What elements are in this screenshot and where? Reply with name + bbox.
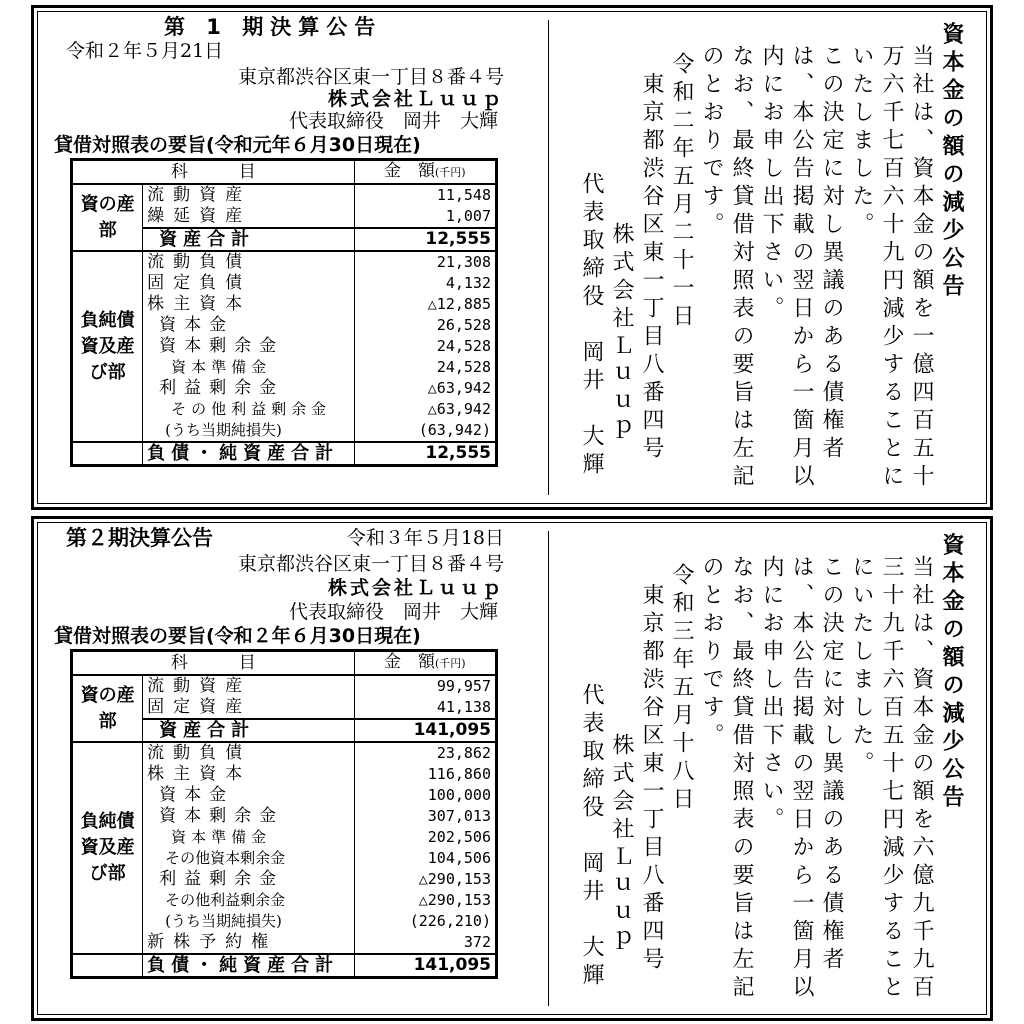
bs-row bbox=[72, 742, 497, 764]
notice-2-balance-sheet bbox=[70, 649, 498, 979]
bs-row-label: (うち当期純損失) bbox=[143, 420, 354, 442]
notice-2-v-body-3: なお、最終貸借対照表の要旨は左記のとおりです。 bbox=[699, 555, 754, 1003]
bs-row-label: 流動負債 bbox=[143, 742, 354, 764]
notice-1-v-body-2: この決定に対し異議のある債権者は、本公告掲載の翌日から一箇月以内にお申し出下さい。 bbox=[759, 44, 844, 492]
notice-2-vertical-text bbox=[576, 533, 966, 1003]
notice-1-vertical-text bbox=[576, 22, 966, 492]
notice-2-v-body-1: 当社は、資本金の額を六億九千九百三十九千六百五十七円減少することにいたしました。 bbox=[849, 555, 934, 1003]
notice-1-representative: 代表取締役 岡井 大輝 bbox=[288, 110, 498, 132]
bs-row-label: 固定負債 bbox=[143, 273, 354, 294]
bs-row-label: 新株予約権 bbox=[143, 932, 354, 954]
notice-2-capital-reduction bbox=[564, 519, 980, 1018]
bs-header-item: 科 目 bbox=[72, 160, 355, 185]
bs-row-label: 資本金 bbox=[143, 785, 354, 806]
bs-row-value: (63,942) bbox=[354, 420, 496, 442]
bs-liab-total-label: 負債・純資産合計 bbox=[143, 954, 354, 978]
notice-2-v-address: 東京都渋谷区東一丁目八番四号 bbox=[639, 583, 664, 975]
bs-header-amount-label: 金 額 bbox=[384, 161, 436, 181]
bs-total-row bbox=[72, 442, 497, 466]
bs-row-label: 資本準備金 bbox=[143, 827, 354, 848]
bs-asset-total-label: 資産合計 bbox=[143, 719, 354, 742]
bs-row-value: △12,885 bbox=[354, 294, 496, 315]
bs-row-value: 100,000 bbox=[354, 785, 496, 806]
bs-header-row bbox=[72, 160, 497, 185]
bs-row-value: 26,528 bbox=[354, 315, 496, 336]
bs-row-label: 資本剰余金 bbox=[143, 336, 354, 357]
bs-row-value: 99,957 bbox=[354, 675, 496, 697]
bs-row-value: 1,007 bbox=[354, 206, 496, 228]
notice-1-v-rep: 代表取締役 岡井 大輝 bbox=[579, 172, 604, 480]
bs-row-label: 流動負債 bbox=[143, 251, 354, 273]
notice-2-company: 株式会社Ｌｕｕｐ bbox=[327, 577, 504, 599]
notice-2-date: 令和３年５月18日 bbox=[346, 527, 504, 549]
bs-row-label: その他利益剰余金 bbox=[143, 890, 354, 911]
bs-row-label: その他利益剰余金 bbox=[143, 399, 354, 420]
notice-2 bbox=[31, 516, 993, 1021]
bs-group-assets: 資の産部 bbox=[72, 675, 143, 742]
bs-row bbox=[72, 184, 497, 206]
bs-header-amount bbox=[354, 160, 496, 185]
notice-2-bs-title: 貸借対照表の要旨(令和２年６月30日現在) bbox=[54, 625, 421, 647]
notice-1-date: 令和２年５月21日 bbox=[66, 40, 224, 62]
notice-1-v-address: 東京都渋谷区東一丁目八番四号 bbox=[639, 72, 664, 464]
notice-1 bbox=[31, 5, 993, 510]
bs-row-label: 固定資産 bbox=[143, 697, 354, 719]
bs-row-value: 21,308 bbox=[354, 251, 496, 273]
bs-header-unit: (千円) bbox=[435, 657, 466, 670]
bs-row-value: △290,153 bbox=[354, 869, 496, 890]
notice-1-divider bbox=[548, 20, 549, 495]
bs-row-value: 104,506 bbox=[354, 848, 496, 869]
bs-row-value: 372 bbox=[354, 932, 496, 954]
bs-row-label: 流動資産 bbox=[143, 675, 354, 697]
bs-row-value: 23,862 bbox=[354, 742, 496, 764]
notice-1-v-body-3: なお、最終貸借対照表の要旨は左記のとおりです。 bbox=[699, 44, 754, 492]
notice-2-address: 東京都渋谷区東一丁目８番４号 bbox=[237, 553, 504, 575]
notice-1-title: 第 1 期決算公告 bbox=[164, 15, 383, 39]
bs-row-label: 利益剰余金 bbox=[143, 869, 354, 890]
notice-2-v-title: 資本金の額の減少公告 bbox=[939, 533, 964, 813]
notice-1-v-company: 株式会社Ｌｕｕｐ bbox=[609, 222, 634, 446]
bs-row-value: 24,528 bbox=[354, 336, 496, 357]
bs-row-label: 株主資本 bbox=[143, 764, 354, 785]
bs-row bbox=[72, 675, 497, 697]
bs-row-value: 116,860 bbox=[354, 764, 496, 785]
bs-row-value: 11,548 bbox=[354, 184, 496, 206]
bs-asset-total-value: 141,095 bbox=[354, 719, 496, 742]
bs-row-value: 202,506 bbox=[354, 827, 496, 848]
notice-2-financial-statement bbox=[54, 519, 534, 1018]
bs-header-item: 科 目 bbox=[72, 651, 355, 676]
notice-1-v-title: 資本金の額の減少公告 bbox=[939, 22, 964, 302]
notice-2-title: 第２期決算公告 bbox=[66, 526, 213, 550]
bs-header-row bbox=[72, 651, 497, 676]
notice-1-v-body-1: 当社は、資本金の額を一億四百五十万六千七百六十九円減少することにいたしました。 bbox=[849, 44, 934, 492]
notice-2-v-rep: 代表取締役 岡井 大輝 bbox=[579, 683, 604, 991]
notice-1-bs-title: 貸借対照表の要旨(令和元年６月30日現在) bbox=[54, 134, 421, 156]
bs-header-amount bbox=[354, 651, 496, 676]
bs-row-label: 株主資本 bbox=[143, 294, 354, 315]
notice-2-representative: 代表取締役 岡井 大輝 bbox=[288, 601, 498, 623]
bs-row-label: 資本金 bbox=[143, 315, 354, 336]
bs-liab-total-value: 141,095 bbox=[354, 954, 496, 978]
bs-row-value: △63,942 bbox=[354, 378, 496, 399]
bs-asset-total-label: 資産合計 bbox=[143, 228, 354, 251]
bs-asset-total-value: 12,555 bbox=[354, 228, 496, 251]
notice-1-address: 東京都渋谷区東一丁目８番４号 bbox=[237, 66, 504, 88]
notice-1-capital-reduction bbox=[564, 8, 980, 507]
bs-row-label: 繰延資産 bbox=[143, 206, 354, 228]
bs-row-value: (226,210) bbox=[354, 911, 496, 932]
bs-row-label: 流動資産 bbox=[143, 184, 354, 206]
bs-row-label: (うち当期純損失) bbox=[143, 911, 354, 932]
bs-header-amount-label: 金 額 bbox=[384, 652, 436, 672]
bs-group-assets: 資の産部 bbox=[72, 184, 143, 251]
bs-row-value: 41,138 bbox=[354, 697, 496, 719]
bs-liab-total-value: 12,555 bbox=[354, 442, 496, 466]
notice-2-v-body-2: この決定に対し異議のある債権者は、本公告掲載の翌日から一箇月以内にお申し出下さい。 bbox=[759, 555, 844, 1003]
bs-group-liabilities: 負純債資及産び部 bbox=[72, 251, 143, 442]
notice-1-company: 株式会社Ｌｕｕｐ bbox=[327, 88, 504, 110]
bs-row-value: △63,942 bbox=[354, 399, 496, 420]
bs-group-liabilities: 負純債資及産び部 bbox=[72, 742, 143, 954]
bs-row-label: その他資本剰余金 bbox=[143, 848, 354, 869]
bs-row-value: 24,528 bbox=[354, 357, 496, 378]
bs-total-row bbox=[72, 954, 497, 978]
bs-header-unit: (千円) bbox=[435, 166, 466, 179]
bs-row-label: 資本剰余金 bbox=[143, 806, 354, 827]
bs-total-blank bbox=[72, 954, 143, 978]
notice-2-divider bbox=[548, 531, 549, 1006]
bs-row-label: 利益剰余金 bbox=[143, 378, 354, 399]
bs-liab-total-label: 負債・純資産合計 bbox=[143, 442, 354, 466]
notice-2-v-company: 株式会社Ｌｕｕｐ bbox=[609, 733, 634, 957]
notice-1-financial-statement bbox=[54, 8, 534, 507]
notice-2-v-date: 令和三年五月十八日 bbox=[669, 563, 694, 815]
bs-row-value: △290,153 bbox=[354, 890, 496, 911]
bs-row-value: 307,013 bbox=[354, 806, 496, 827]
bs-total-blank bbox=[72, 442, 143, 466]
notice-1-v-date: 令和二年五月二十一日 bbox=[669, 52, 694, 332]
bs-row bbox=[72, 251, 497, 273]
notice-1-balance-sheet bbox=[70, 158, 498, 467]
bs-row-label: 資本準備金 bbox=[143, 357, 354, 378]
bs-row-value: 4,132 bbox=[354, 273, 496, 294]
